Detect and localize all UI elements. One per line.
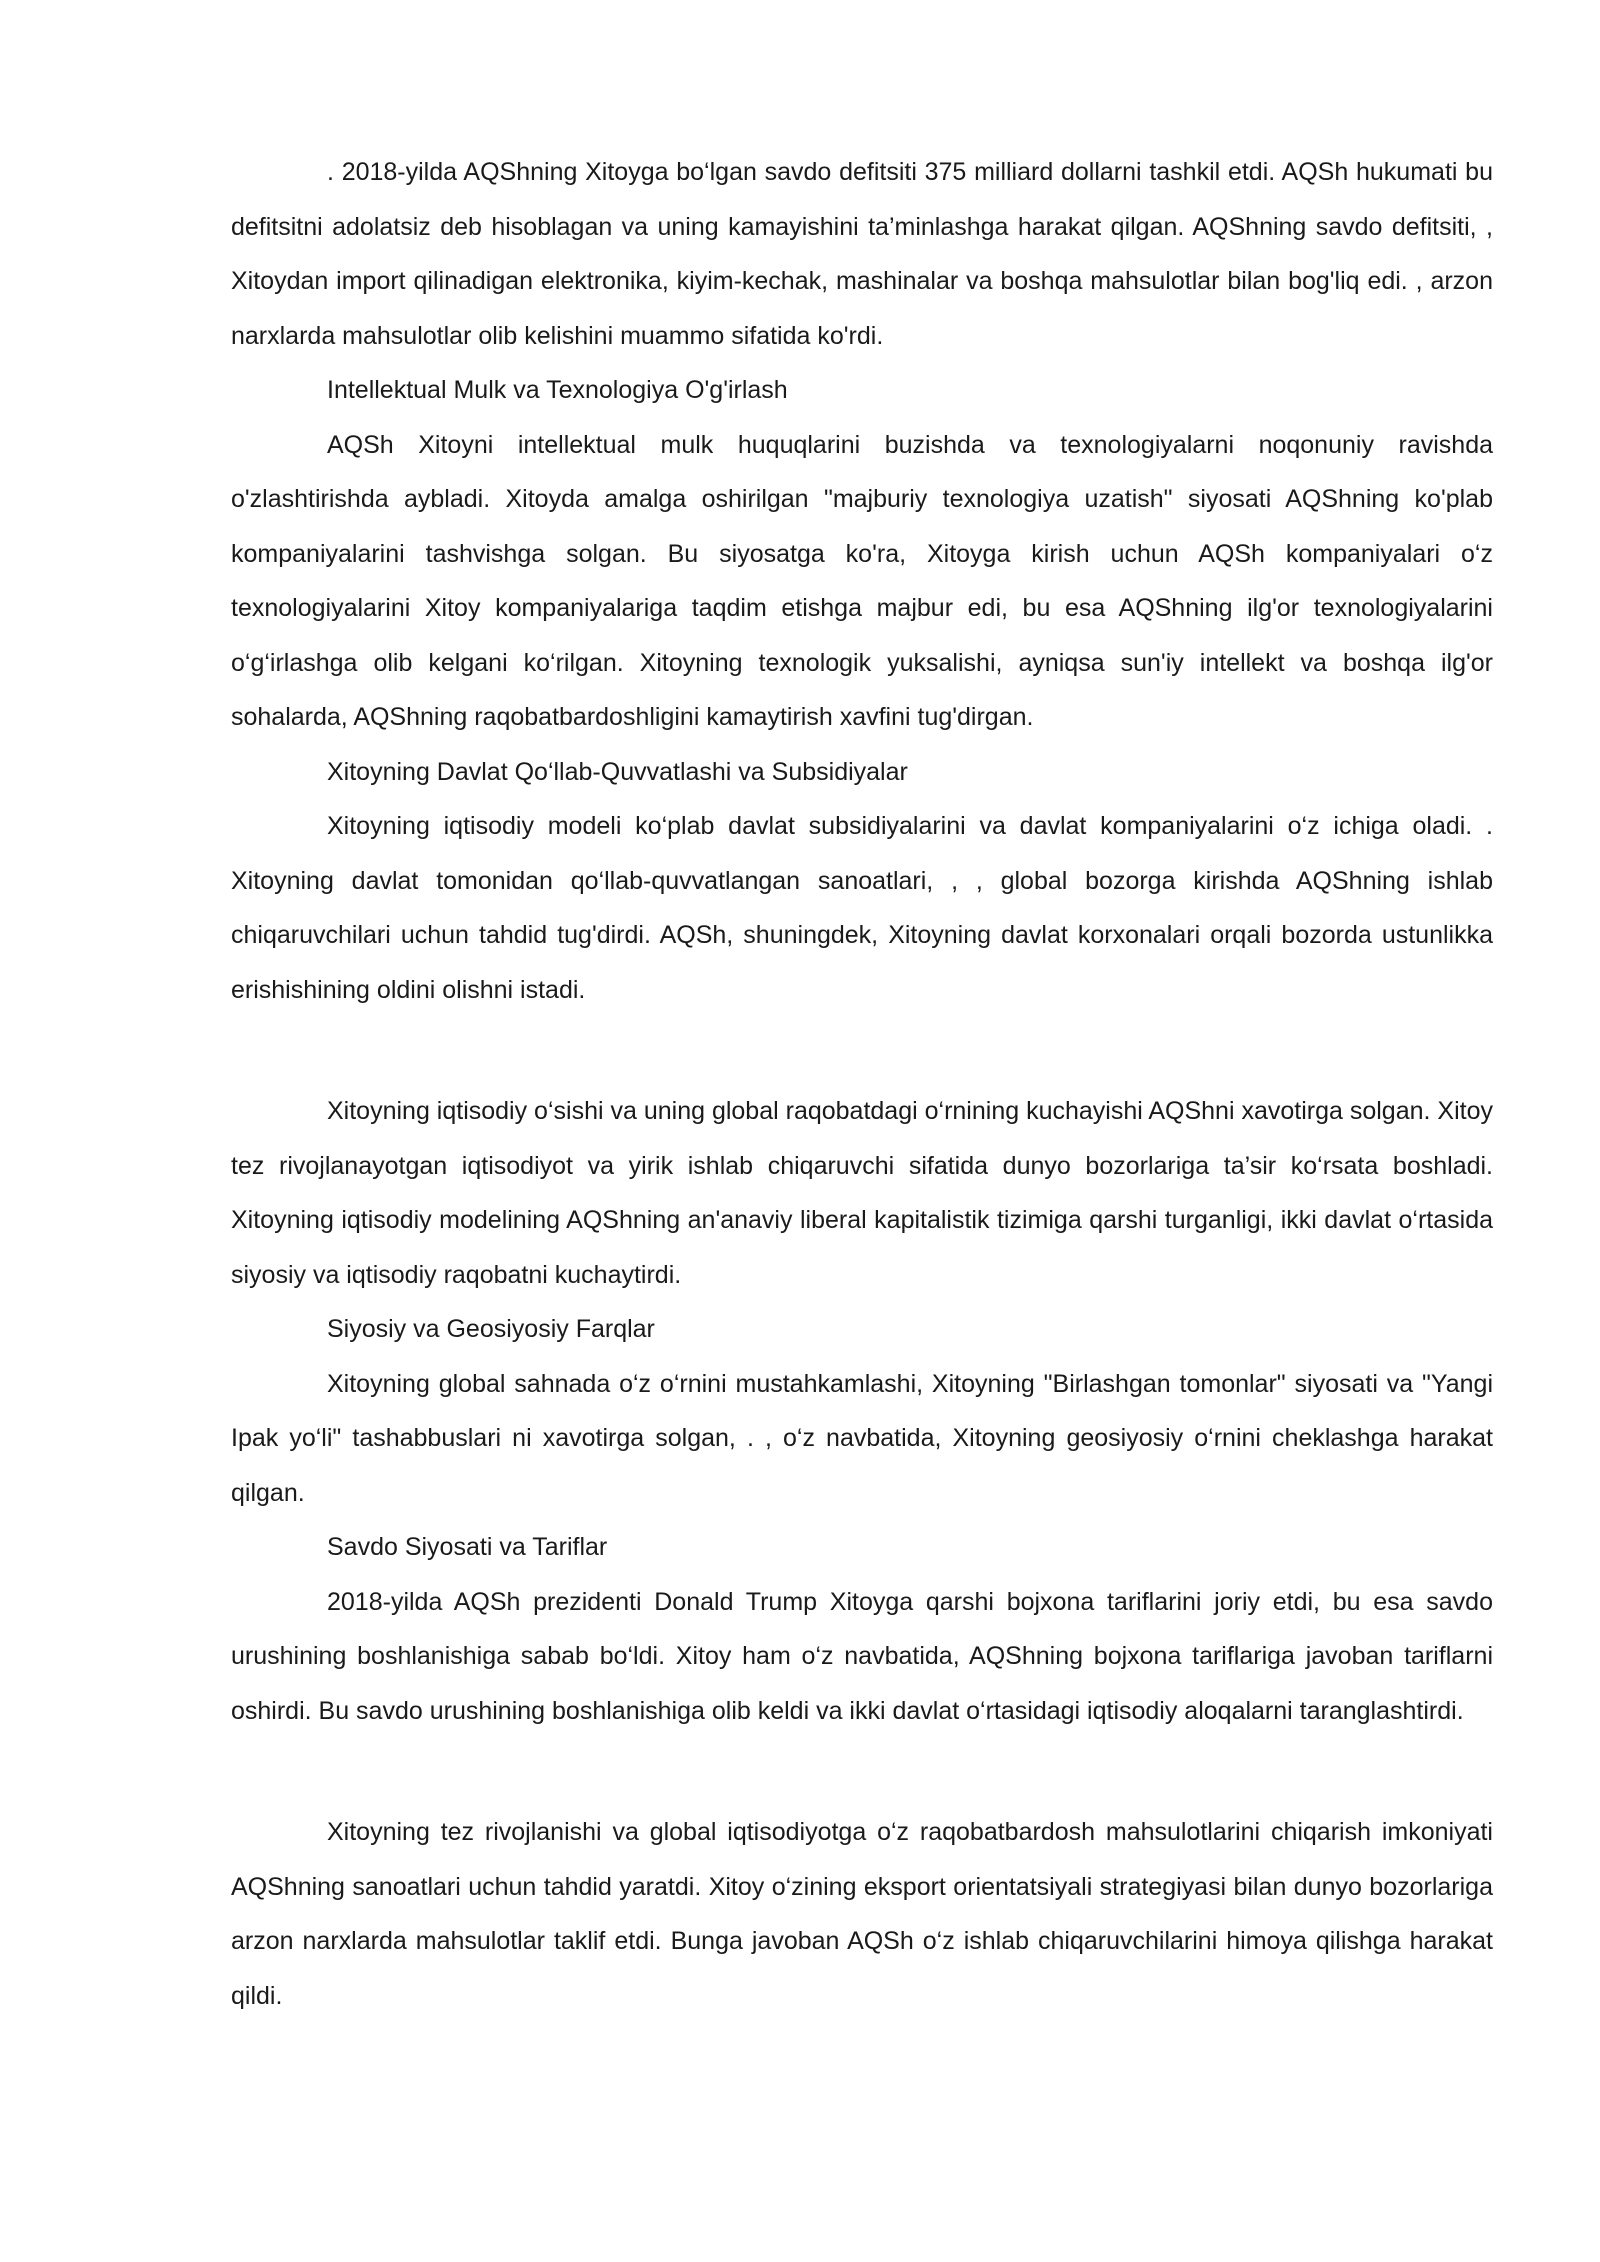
section-gap (231, 1738, 1493, 1805)
paragraph-competitiveness: Xitoyning tez rivojlanishi va global iqtisodiyotga o‘z raqobatbardosh mahsulotlarini chiqarish imkoniyati AQShning sanoatlari uchun tahdid yaratdi. Xitoy o‘zining eksport orientatsiyali strategiyasi bilan dunyo bozorlariga arzon narxlarda mahsulotlar taklif etdi. Bunga javoban AQSh o‘z ishlab chiqaruvchilarini himoya qilishga harakat qildi. (231, 1818, 1493, 2010)
paragraph-trade-deficit: . 2018-yilda AQShning Xitoyga bo‘lgan savdo defitsiti 375 milliard dollarni tashkil etdi. AQSh hukumati bu defitsitni adolatsiz deb hisoblagan va uning kamayishini ta’minlashga harakat qilgan. AQShning savdo defitsiti, , Xitoydan import qilinadigan elektronika, kiyim-kechak, mashinalar va boshqa mahsulotlar bilan bog'liq edi. , arzon narxlarda mahsulotlar olib kelishini muammo sifatida ko'rdi. (231, 158, 1493, 350)
paragraph-geopolitics: Xitoyning global sahnada o‘z o‘rnini mustahkamlashi, Xitoyning "Birlashgan tomonlar" siyosati va "Yangi Ipak yo‘li" tashabbuslari ni xavotirga solgan, . , o‘z navbatida, Xitoyning geosiyosiy o‘rnini cheklashga harakat qilgan. (231, 1369, 1493, 1507)
section-gap (231, 1017, 1493, 1084)
paragraph-trade-policy: 2018-yilda AQSh prezidenti Donald Trump Xitoyga qarshi bojxona tariflarini joriy etdi, bu esa savdo urushining boshlanishiga sabab bo‘ldi. Xitoy ham o‘z navbatida, AQShning bojxona tariflariga javoban tariflarni oshirdi. Bu savdo urushining boshlanishiga olib keldi va ikki davlat o‘rtasidagi iqtisodiy aloqalarni taranglashtirdi. (231, 1587, 1493, 1725)
paragraph-intellectual-property: AQSh Xitoyni intellektual mulk huquqlarini buzishda va texnologiyalarni noqonuniy ravishda o'zlashtirishda aybladi. Xitoyda amalga oshirilgan "majburiy texnologiya uzatish" siyosati AQShning ko'plab kompaniyalarini tashvishga solgan. Bu siyosatga ko'ra, Xitoyga kirish uchun AQSh kompaniyalari o‘z texnologiyalarini Xitoy kompaniyalariga taqdim etishga majbur edi, bu esa AQShning ilg'or texnologiyalarini o‘g‘irlashga olib kelgani ko‘rilgan. Xitoyning texnologik yuksalishi, ayniqsa sun'iy intellekt va boshqa ilg'or sohalarda, AQShning raqobatbardoshligini kamaytirish xavfini tug'dirgan. (231, 430, 1493, 731)
heading-intellectual-property: Intellektual Mulk va Texnologiya O'g'irlash (327, 376, 788, 404)
heading-state-support: Xitoyning Davlat Qo‘llab-Quvvatlashi va Subsidiyalar (327, 757, 908, 786)
paragraph-state-support: Xitoyning iqtisodiy modeli ko‘plab davlat subsidiyalarini va davlat kompaniyalarini o‘z ichiga oladi. . Xitoyning davlat tomonidan qo‘llab-quvvatlangan sanoatlari, , , global bozorga kirishda AQShning ishlab chiqaruvchilari uchun tahdid tug'dirdi. AQSh, shuningdek, Xitoyning davlat korxonalari orqali bozorda ustunlikka erishishining oldini olishni istadi. (231, 812, 1493, 1004)
heading-geopolitics: Siyosiy va Geosiyosiy Farqlar (327, 1315, 655, 1343)
heading-trade-policy: Savdo Siyosati va Tariflar (327, 1533, 608, 1561)
paragraph-economic-growth: Xitoyning iqtisodiy o‘sishi va uning global raqobatdagi o‘rnining kuchayishi AQShni xavotirga solgan. Xitoy tez rivojlanayotgan iqtisodiyot va yirik ishlab chiqaruvchi sifatida dunyo bozorlariga ta’sir ko‘rsata boshladi. Xitoyning iqtisodiy modelining AQShning an'anaviy liberal kapitalistik tizimiga qarshi turganligi, ikki davlat o‘rtasida siyosiy va iqtisodiy raqobatni kuchaytirdi. (231, 1097, 1493, 1289)
document-page (231, 145, 1493, 2023)
